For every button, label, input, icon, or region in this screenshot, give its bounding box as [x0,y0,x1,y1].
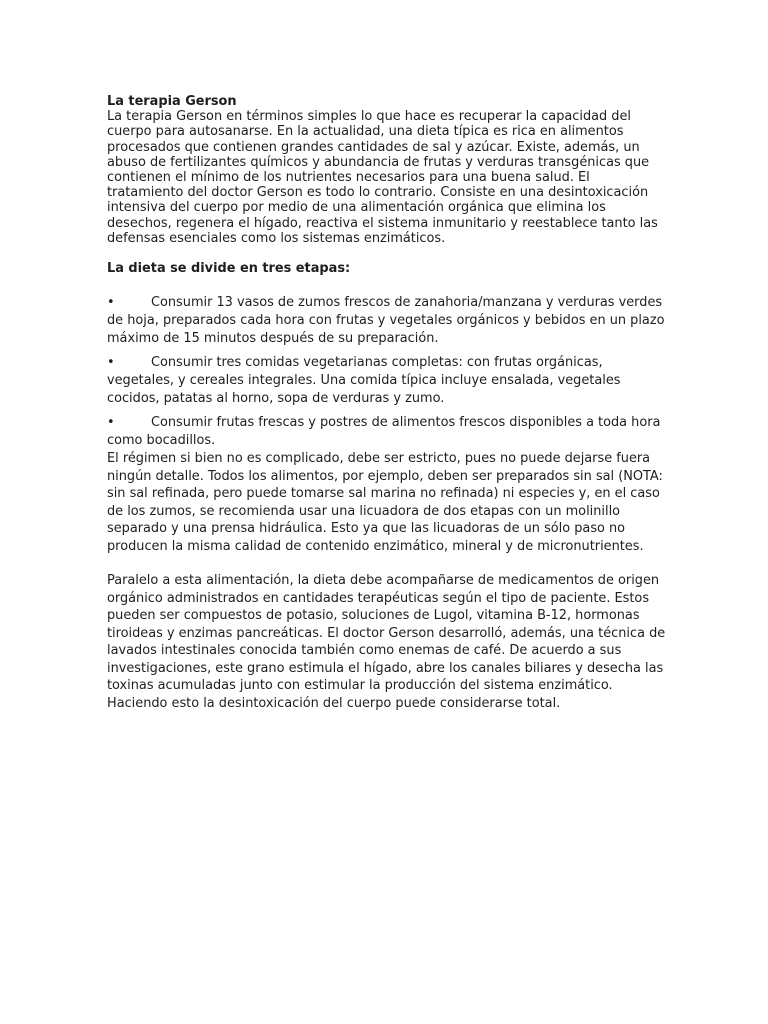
document-body [107,94,667,712]
bullet-icon: • [107,355,115,371]
bullet-icon: • [107,415,115,431]
bullet-icon: • [107,295,115,311]
regimen-paragraph: El régimen si bien no es complicado, debe ser estricto, pues no puede dejarse fuera ningún detalle. Todos los alimentos, por ejemplo, deben ser preparados sin sal (NOTA: sin sal refinada, pero puede tomarse sal marina no refinada) ni especies y, en el caso de los zumos, se recomienda usar una licuadora de dos etapas con un molinillo separado y una prensa hidráulica. Esto ya que las licuadoras de un sólo paso no producen la misma calidad de contenido enzimático, mineral y de micronutrientes. [107,451,663,554]
list-item-text: Consumir tres comidas vegetarianas completas: con frutas orgánicas, vegetales, y cereales integrales. Una comida típica incluye ensalada, vegetales cocidos, patatas al horno, sopa de verduras y zumo. [107,355,621,407]
stages-list [107,294,667,450]
list-item [107,414,667,450]
list-item-text: Consumir 13 vasos de zumos frescos de zanahoria/manzana y verduras verdes de hoja, preparados cada hora con frutas y vegetales orgánicos y bebidos en un plazo máximo de 15 minutos después de su preparación. [107,295,665,347]
document-title: La terapia Gerson [107,94,237,109]
section-subheading: La dieta se divide en tres etapas: [107,261,351,277]
list-item [107,354,667,408]
intro-paragraph: La terapia Gerson en términos simples lo que hace es recuperar la capacidad del cuerpo para autosanarse. En la actualidad, una dieta típica es rica en alimentos procesados que contienen grandes cantidades de sal y azúcar. Existe, además, un abuso de fertilizantes químicos y abundancia de frutas y verduras transgénicas que contienen el mínimo de los nutrientes necesarios para una buena salud. El tratamiento del doctor Gerson es todo lo contrario. Consiste en una desintoxicación intensiva del cuerpo por medio de una alimentación orgánica que elimina los desechos, regenera el hígado, reactiva el sistema inmunitario y reestablece tanto las defensas esenciales como los sistemas enzimáticos. [107,109,658,246]
medication-paragraph: Paralelo a esta alimentación, la dieta debe acompañarse de medicamentos de origen orgánico administrados en cantidades terapéuticas según el tipo de paciente. Estos pueden ser compuestos de potasio, soluciones de Lugol, vitamina B-12, hormonas tiroideas y enzimas pancreáticas. El doctor Gerson desarrolló, además, una técnica de lavados intestinales conocida también como enemas de café. De acuerdo a sus investigaciones, este grano estimula el hígado, abre los canales biliares y desecha las toxinas acumuladas junto con estimular la producción del sistema enzimático. Haciendo esto la desintoxicación del cuerpo puede considerarse total. [107,573,666,711]
list-item [107,294,667,348]
list-item-text: Consumir frutas frescas y postres de alimentos frescos disponibles a toda hora como bocadillos. [107,415,661,449]
